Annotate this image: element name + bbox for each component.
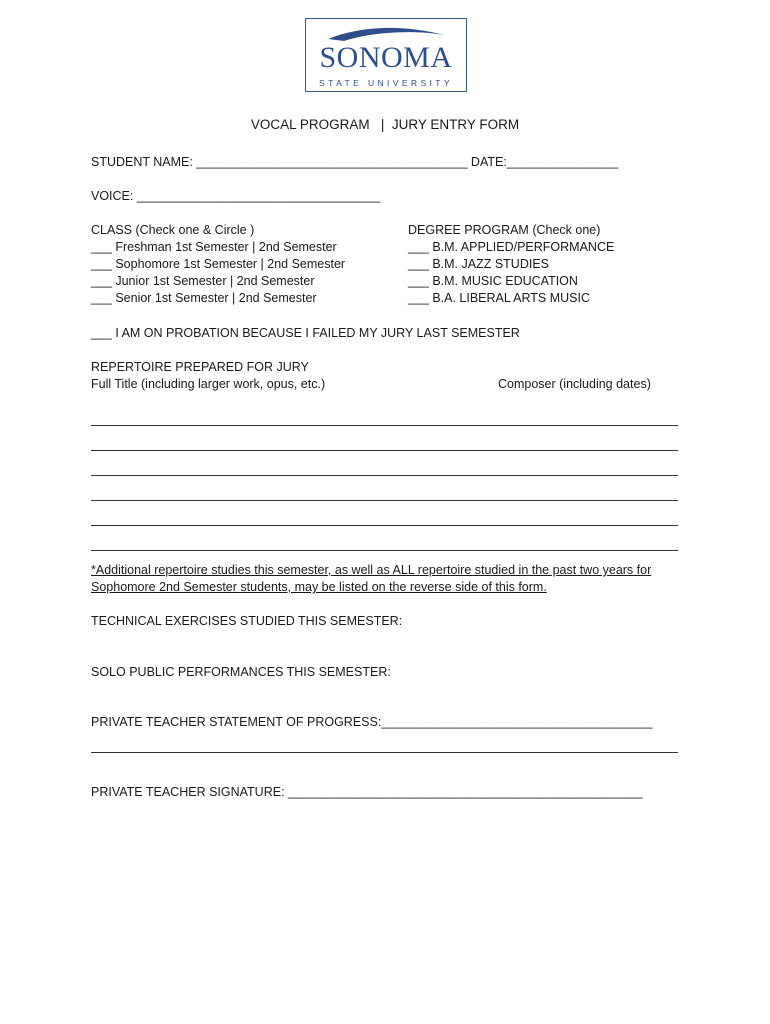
solo-performances-label: SOLO PUBLIC PERFORMANCES THIS SEMESTER: [91,665,391,679]
repertoire-entry-line[interactable] [91,550,678,551]
progress-statement-field[interactable]: PRIVATE TEACHER STATEMENT OF PROGRESS:_______________________________________ [91,715,653,729]
voice-field[interactable]: VOICE: ___________________________________ [91,189,381,203]
class-option-senior[interactable]: ___ Senior 1st Semester | 2nd Semester [91,291,317,305]
degree-heading: DEGREE PROGRAM (Check one) [408,223,601,237]
class-option-sophomore[interactable]: ___ Sophomore 1st Semester | 2nd Semester [91,257,346,271]
degree-option-applied[interactable]: ___ B.M. APPLIED/PERFORMANCE [408,240,615,254]
logo-wordmark: SONOMA [319,41,453,74]
repertoire-entry-line[interactable] [91,450,678,451]
additional-repertoire-note: *Additional repertoire studies this semester, as well as ALL repertoire studied in the past two years for [91,563,652,577]
repertoire-entry-line[interactable] [91,425,678,426]
degree-option-jazz[interactable]: ___ B.M. JAZZ STUDIES [408,257,550,271]
degree-option-education[interactable]: ___ B.M. MUSIC EDUCATION [408,274,578,288]
class-option-junior[interactable]: ___ Junior 1st Semester | 2nd Semester [91,274,315,288]
additional-repertoire-note-cont: Sophomore 2nd Semester students, may be listed on the reverse side of this form. [91,580,547,594]
probation-checkbox-line[interactable]: ___ I AM ON PROBATION BECAUSE I FAILED MY JURY LAST SEMESTER [91,326,520,340]
technical-exercises-label: TECHNICAL EXERCISES STUDIED THIS SEMESTER: [91,614,403,628]
form-title: VOCAL PROGRAM | JURY ENTRY FORM [250,117,520,132]
repertoire-entry-line[interactable] [91,500,678,501]
degree-option-liberal-arts[interactable]: ___ B.A. LIBERAL ARTS MUSIC [408,291,591,305]
class-option-freshman[interactable]: ___ Freshman 1st Semester | 2nd Semester [91,240,337,254]
repertoire-composer-column-label: Composer (including dates) [498,377,651,391]
university-logo [305,18,467,92]
logo-subtitle: STATE UNIVERSITY [319,78,453,88]
repertoire-entry-line[interactable] [91,525,678,526]
teacher-signature-field[interactable]: PRIVATE TEACHER SIGNATURE: ___________________________________________________ [91,785,643,799]
student-name-date-field[interactable]: STUDENT NAME: _______________________________________ DATE:________________ [91,155,619,169]
class-heading: CLASS (Check one & Circle ) [91,223,255,237]
progress-statement-line[interactable] [91,752,678,753]
repertoire-heading: REPERTOIRE PREPARED FOR JURY [91,360,309,374]
repertoire-entry-line[interactable] [91,475,678,476]
repertoire-title-column-label: Full Title (including larger work, opus, etc.) [91,377,326,391]
